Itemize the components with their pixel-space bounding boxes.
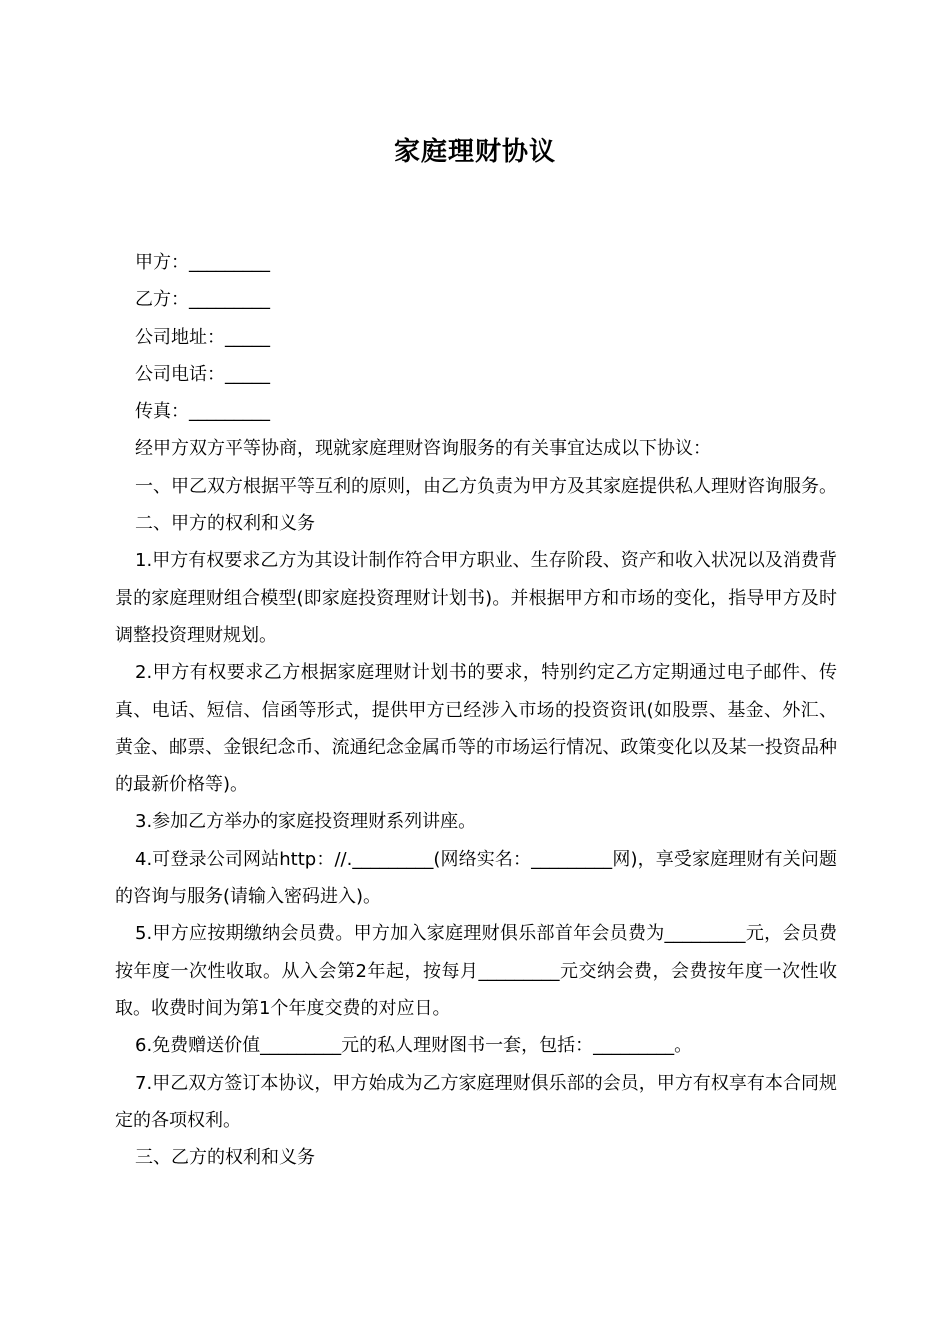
- document-title: 家庭理财协议: [393, 137, 556, 167]
- clause-1-paragraph: 一、甲乙双方根据平等互利的原则，由乙方负责为甲方及其家庭提供私人理财咨询服务。: [135, 475, 837, 497]
- section-2-heading: 二、甲方的权利和义务: [135, 513, 315, 535]
- company-phone-line: 公司电话：_____: [135, 363, 270, 385]
- clause-2-3-paragraph: 3.参加乙方举办的家庭投资理财系列讲座。: [135, 811, 477, 833]
- party-a-line: 甲方：_________: [135, 252, 270, 273]
- clause-2-7-paragraph: 7.甲乙双方签订本协议，甲方始成为乙方家庭理财俱乐部的会员，甲方有权享有本合同规定的各项权利。: [115, 1072, 837, 1131]
- clause-2-2-paragraph: 2.甲方有权要求乙方根据家庭理财计划书的要求，特别约定乙方定期通过电子邮件、传真、电话、短信、信函等形式，提供甲方已经涉入市场的投资资讯(如股票、基金、外汇、黄金、邮票、金银纪念币、流通纪念金属币等的市场运行情况、政策变化以及某一投资品种的最新价格等)。: [115, 662, 837, 796]
- clause-2-4-paragraph: 4.可登录公司网站http：//._________(网络实名：_________网)，享受家庭理财有关问题的咨询与服务(请输入密码进入)。: [115, 848, 837, 908]
- clause-2-6-paragraph: 6.免费赠送价值_________元的私人理财图书一套，包括：_________。: [135, 1035, 693, 1057]
- fax-line: 传真：_________: [135, 401, 270, 423]
- party-b-line: 乙方：_________: [135, 289, 270, 311]
- section-3-heading: 三、乙方的权利和义务: [135, 1147, 315, 1169]
- preamble-paragraph: 经甲方双方平等协商，现就家庭理财咨询服务的有关事宜达成以下协议：: [135, 438, 711, 460]
- clause-2-1-paragraph: 1.甲方有权要求乙方为其设计制作符合甲方职业、生存阶段、资产和收入状况以及消费背景的家庭理财组合模型(即家庭投资理财计划书)。并根据甲方和市场的变化，指导甲方及时调整投资理财规划。: [115, 550, 837, 646]
- document-body: [115, 244, 837, 1176]
- clause-2-5-paragraph: 5.甲方应按期缴纳会员费。甲方加入家庭理财俱乐部首年会员费为_________元，会员费按年度一次性收取。从入会第2年起，按每月_________元交纳会费，会费按年度一次性收取。收费时间为第1个年度交费的对应日。: [115, 923, 837, 1019]
- company-address-line: 公司地址：_____: [135, 326, 270, 348]
